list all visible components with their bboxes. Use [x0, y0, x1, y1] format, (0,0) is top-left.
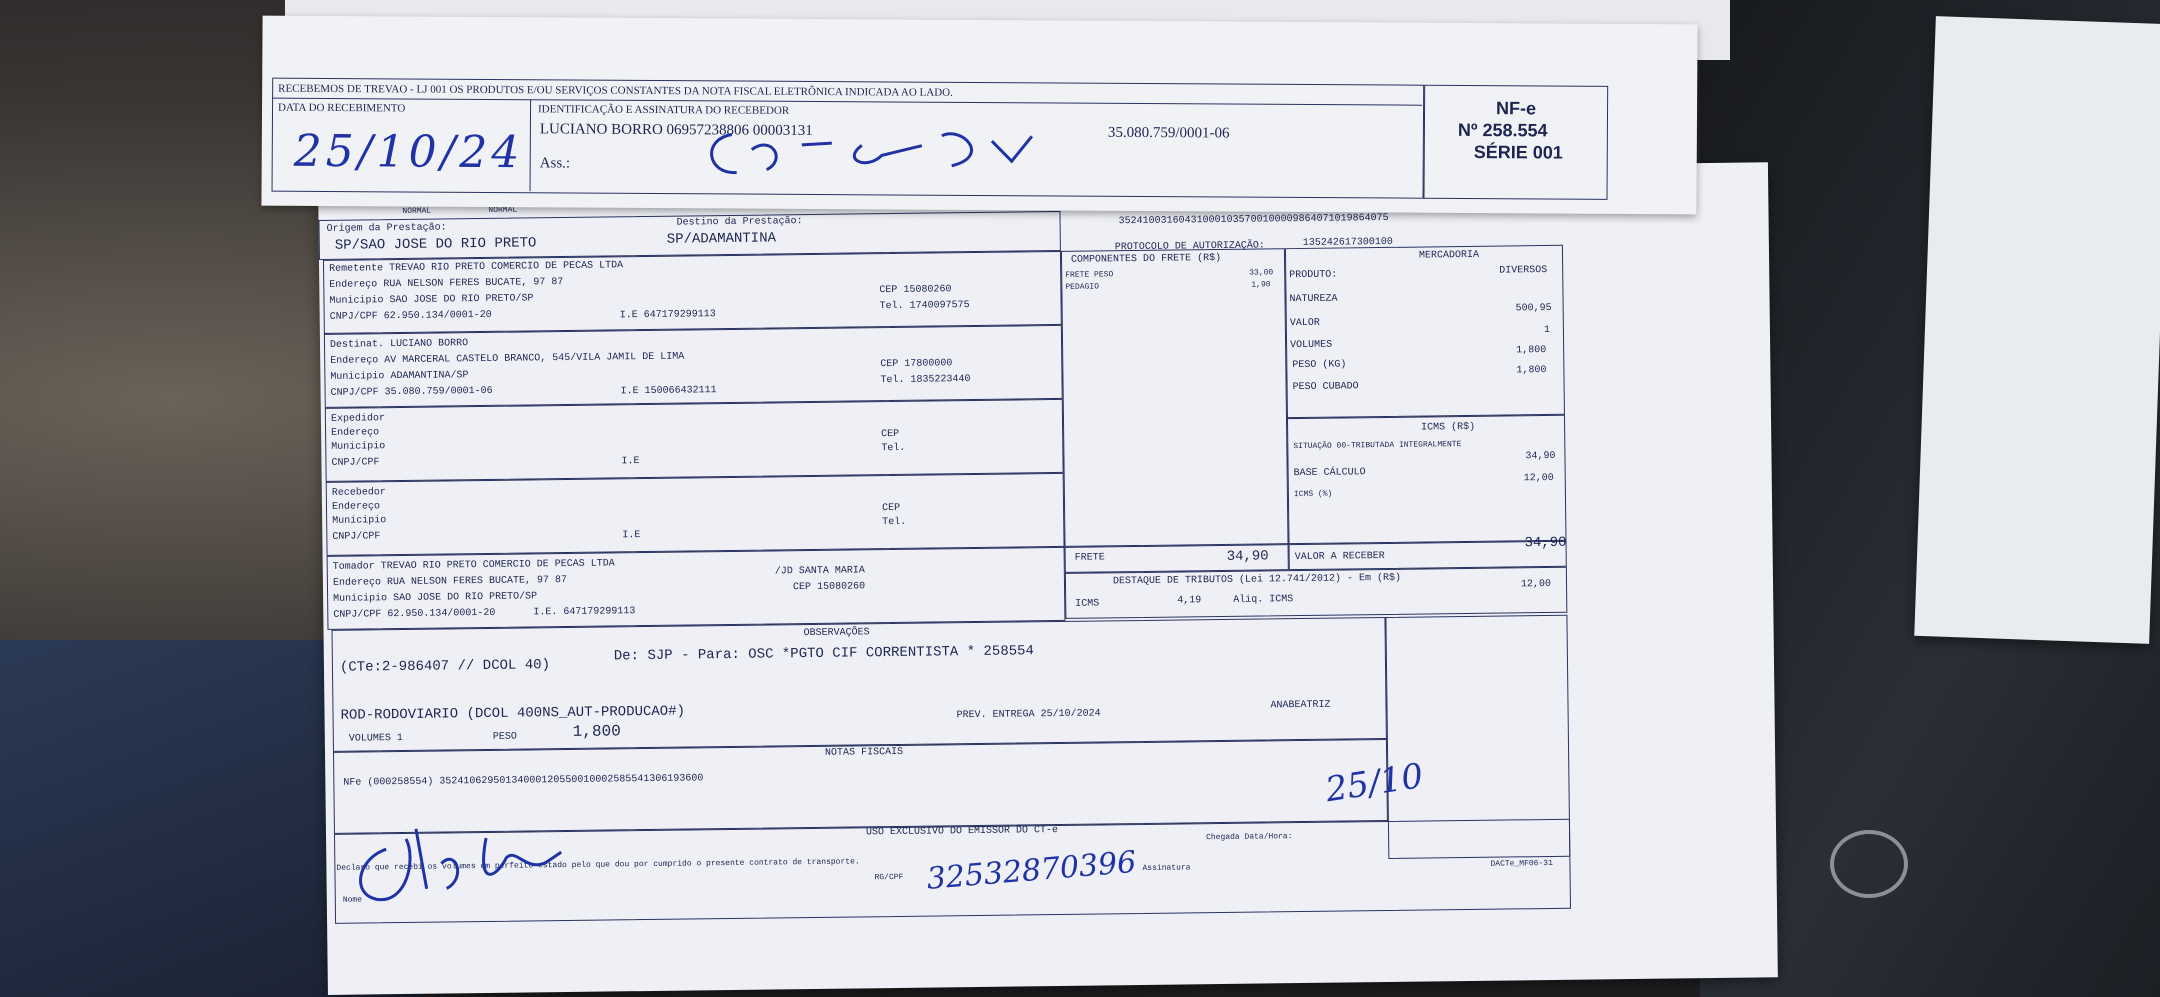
nfe-number: Nº 258.554 [1457, 119, 1548, 141]
tributos-title: DESTAQUE DE TRIBUTOS (Lei 12.741/2012) - Em (R$) [1112, 572, 1402, 588]
protocol-value: 135242617300100 [1302, 236, 1393, 249]
remetente-tel-label: Tel. [879, 300, 904, 313]
dest-value: SP/ADAMANTINA [666, 230, 777, 248]
icms-pct-value: 12,00 [1523, 472, 1554, 485]
assinatura-label: Assinatura [1142, 863, 1191, 873]
obs-volumes: 1 [396, 733, 403, 745]
destinatario-address: AV MARCERAL CASTELO BRANCO, 545/VILA JAMIL DE LIMA [384, 351, 685, 367]
base-calculo-value: 34,90 [1525, 450, 1556, 463]
pedagio-value: 1,90 [1251, 280, 1271, 290]
protocol-label: PROTOCOLO DE AUTORIZAÇÃO: [1114, 240, 1265, 254]
date-label: DATA DO RECEBIMENTO [277, 101, 406, 115]
remetente-cep-label: CEP [879, 284, 898, 297]
frete-label: FRETE [1074, 552, 1105, 564]
declaro-text: Declaro que recebi os volumes em perfeito estado pelo que dou por cumprido o presente contrato de transporte. [336, 857, 860, 873]
destinatario-address-label: Endereço [330, 355, 379, 367]
remetente-ie-label: I.E [619, 310, 638, 322]
side-paper [1914, 16, 2160, 644]
recebedor-tel-label: Tel. [882, 516, 907, 529]
destinatario-city-label: Municipio [330, 371, 385, 383]
peso-value: 1,800 [1516, 345, 1547, 357]
remetente-address-label: Endereço [329, 279, 378, 291]
emissor-title: USO EXCLUSIVO DO EMISSOR DO CT-e [865, 825, 1059, 839]
cte-service-type: NORMAL [488, 205, 518, 215]
destinatario-ie: 150066432111 [644, 385, 717, 398]
nfe-title: NF-e [1495, 98, 1537, 119]
receiver-cnpj: 35.080.759/0001-06 [1107, 124, 1230, 142]
handwritten-rg: 32532870396 [925, 844, 1138, 897]
frete-value: 34,90 [1226, 548, 1269, 565]
volumes-value: 1 [1543, 324, 1551, 337]
obs-peso-label: PESO [492, 731, 517, 743]
volumes-label: VOLUMES [1290, 339, 1333, 352]
handwritten-chegada: 25/10 [1322, 755, 1426, 811]
expedidor-ie-label: I.E [621, 456, 640, 468]
remetente-cnpj-label: CNPJ/CPF [329, 311, 378, 323]
icms-pct-label: ICMS (%) [1293, 489, 1333, 500]
destinatario-city: ADAMANTINA/SP [390, 370, 469, 383]
destinatario-tel: 1835223440 [910, 374, 971, 386]
destinatario-ie-label: I.E [620, 386, 639, 398]
tributos-aliq-label: Aliq. ICMS [1233, 594, 1294, 606]
destinatario-cnpj: 35.080.759/0001-06 [384, 385, 493, 399]
tomador-city-label: Municipio [333, 593, 388, 605]
expedidor-box [325, 399, 1064, 482]
valor-value: 500,95 [1515, 302, 1552, 315]
remetente-cep: 15080260 [903, 284, 952, 296]
valor-receber-label: VALOR A RECEBER [1294, 550, 1385, 564]
pedagio-label: PEDAGIO [1065, 282, 1100, 292]
expedidor-cnpj-label: CNPJ/CPF [331, 457, 380, 469]
tributos-icms-label: ICMS [1075, 598, 1100, 610]
frete-peso-label: FRETE PESO [1065, 270, 1114, 280]
expedidor-cep-label: CEP [881, 428, 900, 441]
rg-cpf-label: RG/CPF [874, 872, 904, 883]
destinatario-cep: 17800000 [904, 358, 953, 370]
obs-line2: ROD-RODOVIARIO (DCOL 400NS_AUT-PRODUCAO#) [340, 703, 686, 724]
natureza-label: NATUREZA [1289, 293, 1338, 306]
recebedor-ie-label: I.E [622, 530, 641, 542]
destinatario-name: LUCIANO BORRO [389, 338, 469, 351]
obs-volumes-label: VOLUMES [348, 733, 391, 745]
tomador-cnpj-label: CNPJ/CPF [333, 609, 382, 621]
expedidor-label: Expedidor [330, 413, 386, 425]
recebedor-cep-label: CEP [881, 502, 901, 515]
chegada-label: Chegada Data/Hora: [1206, 832, 1293, 843]
notas-nfe: NFe (000258554) 35241062950134000120550010002585541306193600 [343, 773, 704, 789]
tomador-name: TREVAO RIO PRETO COMERCIO DE PECAS LTDA [380, 558, 615, 573]
nfe-series: SÉRIE 001 [1473, 142, 1563, 163]
tributos-icms-value: 4,19 [1177, 595, 1202, 607]
produto-label: PRODUTO: [1289, 269, 1338, 282]
remetente-ie: 647179299113 [643, 309, 716, 322]
valor-receber-value: 34,90 [1524, 534, 1567, 552]
produto-value: DIVERSOS [1499, 264, 1548, 277]
valor-label: VALOR [1289, 317, 1320, 330]
observacoes-title: OBSERVAÇÕES [803, 627, 870, 640]
notas-title: NOTAS FISCAIS [824, 746, 904, 759]
expedidor-city-label: Municipio [331, 441, 386, 453]
tomador-ie-label: I.E. [533, 607, 558, 619]
obs-line1b: De: SJP - Para: OSC *PGTO CIF CORRENTISTA * 258554 [613, 643, 1034, 665]
obs-line1: (CTe:2-986407 // DCOL 40) [339, 657, 551, 676]
tomador-cep-label: CEP [792, 582, 812, 594]
mercadoria-title: MERCADORIA [1418, 249, 1480, 262]
access-key: 35241003160431000103570010000986407101986407​5 [1118, 212, 1389, 228]
dest-label: Destino da Prestação: [676, 216, 803, 229]
tomador-city: SAO JOSE DO RIO PRETO/SP [393, 591, 538, 605]
peso-cubado-value: 1,800 [1516, 365, 1547, 377]
base-calculo-label: BASE CÁLCULO [1293, 467, 1366, 480]
remetente-cnpj: 62.950.134/0001-20 [383, 309, 492, 323]
remetente-tel: 1740097575 [909, 300, 970, 312]
prev-entrega-label: PREV. ENTREGA [956, 709, 1035, 722]
ass-label: Ass.: [539, 155, 571, 172]
tomador-cnpj: 62.950.134/0001-20 [387, 607, 496, 621]
frete-peso-value: 33,00 [1249, 268, 1274, 278]
destinatario-tel-label: Tel. [880, 374, 905, 387]
remetente-city-label: Municipio [329, 295, 384, 307]
tomador-label: Tomador [332, 561, 375, 573]
tomador-district: /JD SANTA MARIA [774, 565, 865, 578]
cte-type: NORMAL [402, 206, 432, 216]
destinatario-label: Destinat. [329, 339, 385, 351]
destinatario-cnpj-label: CNPJ/CPF [330, 387, 379, 399]
signature-bottom [346, 817, 587, 910]
recebedor-address-label: Endereço [331, 501, 381, 513]
tomador-ie: 647179299113 [563, 606, 636, 619]
expedidor-address-label: Endereço [331, 427, 380, 439]
recebedor-box [326, 473, 1065, 556]
expedidor-tel-label: Tel. [881, 442, 906, 455]
componentes-title: COMPONENTES DO FRETE (R$) [1070, 252, 1222, 266]
componentes-box [1061, 248, 1289, 547]
tributos-aliq-value: 12,00 [1520, 578, 1552, 591]
nome-label: Nome [342, 895, 363, 905]
receiver-name: LUCIANO BORRO 06957238806 00003131 [539, 121, 813, 139]
tomador-cep: 15080260 [816, 581, 866, 593]
recebedor-label: Recebedor [331, 487, 386, 499]
receipt-stub [261, 16, 1697, 215]
recebedor-cnpj-label: CNPJ/CPF [332, 531, 381, 543]
signature-top [692, 114, 1072, 186]
remetente-address: RUA NELSON FERES BUCATE, 97 87 [383, 277, 564, 291]
remetente-city: SAO JOSE DO RIO PRETO/SP [389, 293, 534, 307]
peso-cubado-label: PESO CUBADO [1292, 381, 1359, 394]
destinatario-cep-label: CEP [880, 358, 899, 371]
key-ring [1830, 830, 1908, 898]
cte-document [318, 162, 1778, 995]
receipt-header: RECEBEMOS DE TREVAO - LJ 001 OS PRODUTOS E/OU SERVIÇOS CONSTANTES DA NOTA FISCAL ELETRÔNICA INDICADA AO LADO. [278, 82, 953, 99]
remetente-name: TREVAO RIO PRETO COMERCIO DE PECAS LTDA [389, 260, 624, 275]
obs-peso: 1,800 [572, 722, 621, 741]
recebedor-city-label: Municipio [332, 515, 387, 527]
form-code: DACTe_MF06-31 [1490, 858, 1553, 869]
operator: ANABEATRIZ [1270, 699, 1331, 712]
origin-value: SP/SAO JOSE DO RIO PRETO [334, 235, 537, 254]
tomador-address: RUA NELSON FERES BUCATE, 97 87 [386, 574, 568, 589]
icms-situacao: SITUAÇÃO 00-TRIBUTADA INTEGRALMENTE [1293, 440, 1462, 452]
tomador-address-label: Endereço [332, 577, 382, 589]
prev-entrega-date: 25/10/2024 [1040, 708, 1101, 721]
origin-label: Origem da Prestação: [326, 222, 447, 235]
remetente-label: Remetente [329, 263, 384, 275]
icms-title: ICMS (R$) [1421, 421, 1476, 434]
peso-label: PESO (KG) [1292, 359, 1347, 372]
receiver-id-label: IDENTIFICAÇÃO E ASSINATURA DO RECEBEDOR [537, 103, 790, 117]
handwritten-date: 25/10/24 [293, 125, 524, 179]
